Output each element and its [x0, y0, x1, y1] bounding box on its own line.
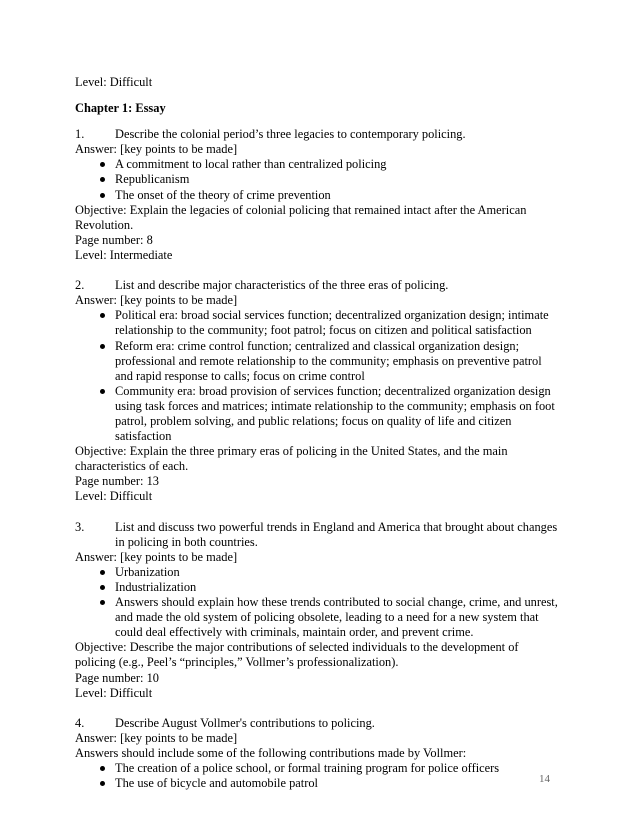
question-line: in policing in both countries. [115, 534, 258, 549]
spacer [75, 90, 565, 101]
bullet-item-continuation: satisfaction [115, 429, 172, 444]
question-block [75, 520, 565, 701]
answer-intro: Answer: [key points to be made] [75, 730, 238, 745]
bullet-item-continuation: using task forces and matrices; intimate relationship to the community; emphasis on foot [115, 398, 555, 413]
bullet-item-continuation: and rapid response to calls; focus on crime control [115, 368, 365, 383]
answer-intro: Answer: [key points to be made] [75, 142, 238, 157]
question-text [75, 278, 565, 293]
bullet-item: Reform era: crime control function; centralized and classical organization design; [75, 339, 565, 354]
level-line: Level: Difficult [75, 489, 153, 504]
objective-line: Objective: Explain the three primary eras of policing in the United States, and the main [75, 444, 508, 459]
bullet-item: Answers should explain how these trends contributed to social change, crime, and unrest, [75, 595, 565, 610]
objective-line: Revolution. [75, 217, 134, 232]
page-number-line: Page number: 13 [75, 474, 159, 489]
bullet-item-continuation: patrol, problem solving, and public relations; focus on quality of life and citizen [115, 413, 512, 428]
bullet-item: Community era: broad provision of services function; decentralized organization design [75, 384, 565, 399]
bullet-item: The use of bicycle and automobile patrol [75, 776, 565, 791]
bullet-item: The creation of a police school, or formal training program for police officers [75, 761, 565, 776]
question-line: Describe August Vollmer's contributions to policing. [115, 715, 375, 730]
page-number-line: Page number: 8 [75, 232, 153, 247]
question-line: List and describe major characteristics of the three eras of policing. [115, 278, 449, 293]
page-content [75, 75, 565, 791]
chapter-heading: Chapter 1: Essay [75, 101, 166, 116]
question-text [75, 127, 565, 142]
objective-line: characteristics of each. [75, 459, 189, 474]
bullet-item: A commitment to local rather than centralized policing [75, 157, 565, 172]
question-number: 1. [75, 127, 85, 142]
objective-line: Objective: Describe the major contributions of selected individuals to the development of [75, 640, 519, 655]
objective-line: policing (e.g., Peel’s “principles,” Vollmer’s professionalization). [75, 655, 399, 670]
question-text [75, 716, 565, 731]
bullet-item: Political era: broad social services function; decentralized organization design; intimate [75, 308, 565, 323]
question-number: 3. [75, 519, 85, 534]
level-line: Level: Intermediate [75, 247, 173, 262]
answer-intro: Answer: [key points to be made] [75, 549, 238, 564]
answer-intro: Answer: [key points to be made] [75, 293, 238, 308]
bullet-item-continuation: and made the old system of policing obsolete, leading to a need for a new system that [115, 610, 539, 625]
spacer [75, 263, 565, 278]
question-text [75, 520, 565, 535]
bullet-item-continuation: could deal effectively with criminals, maintain order, and prevent crime. [115, 625, 474, 640]
bullet-item-continuation: professional and remote relationship to the community; emphasis on preventive patrol [115, 353, 542, 368]
question-number: 2. [75, 278, 85, 293]
objective-line: Objective: Explain the legacies of colonial policing that remained intact after the American [75, 202, 527, 217]
bullet-item-continuation: relationship to the community; foot patrol; focus on citizen and political satisfaction [115, 323, 532, 338]
footer-page-number: 14 [539, 773, 550, 785]
spacer [75, 505, 565, 520]
question-block [75, 716, 565, 791]
level-line: Level: Difficult [75, 685, 153, 700]
answer-extra: Answers should include some of the following contributions made by Vollmer: [75, 746, 467, 761]
question-block [75, 278, 565, 504]
question-line: List and discuss two powerful trends in England and America that brought about changes [115, 519, 558, 534]
spacer [75, 116, 565, 127]
bullet-item: Industrialization [75, 580, 565, 595]
question-block [75, 127, 565, 263]
spacer [75, 701, 565, 716]
bullet-item: The onset of the theory of crime prevention [75, 188, 565, 203]
bullet-item: Republicanism [75, 172, 565, 187]
question-number: 4. [75, 715, 85, 730]
page-number-line: Page number: 10 [75, 670, 159, 685]
level-line: Level: Difficult [75, 75, 153, 89]
bullet-item: Urbanization [75, 565, 565, 580]
question-line: Describe the colonial period’s three legacies to contemporary policing. [115, 127, 466, 142]
